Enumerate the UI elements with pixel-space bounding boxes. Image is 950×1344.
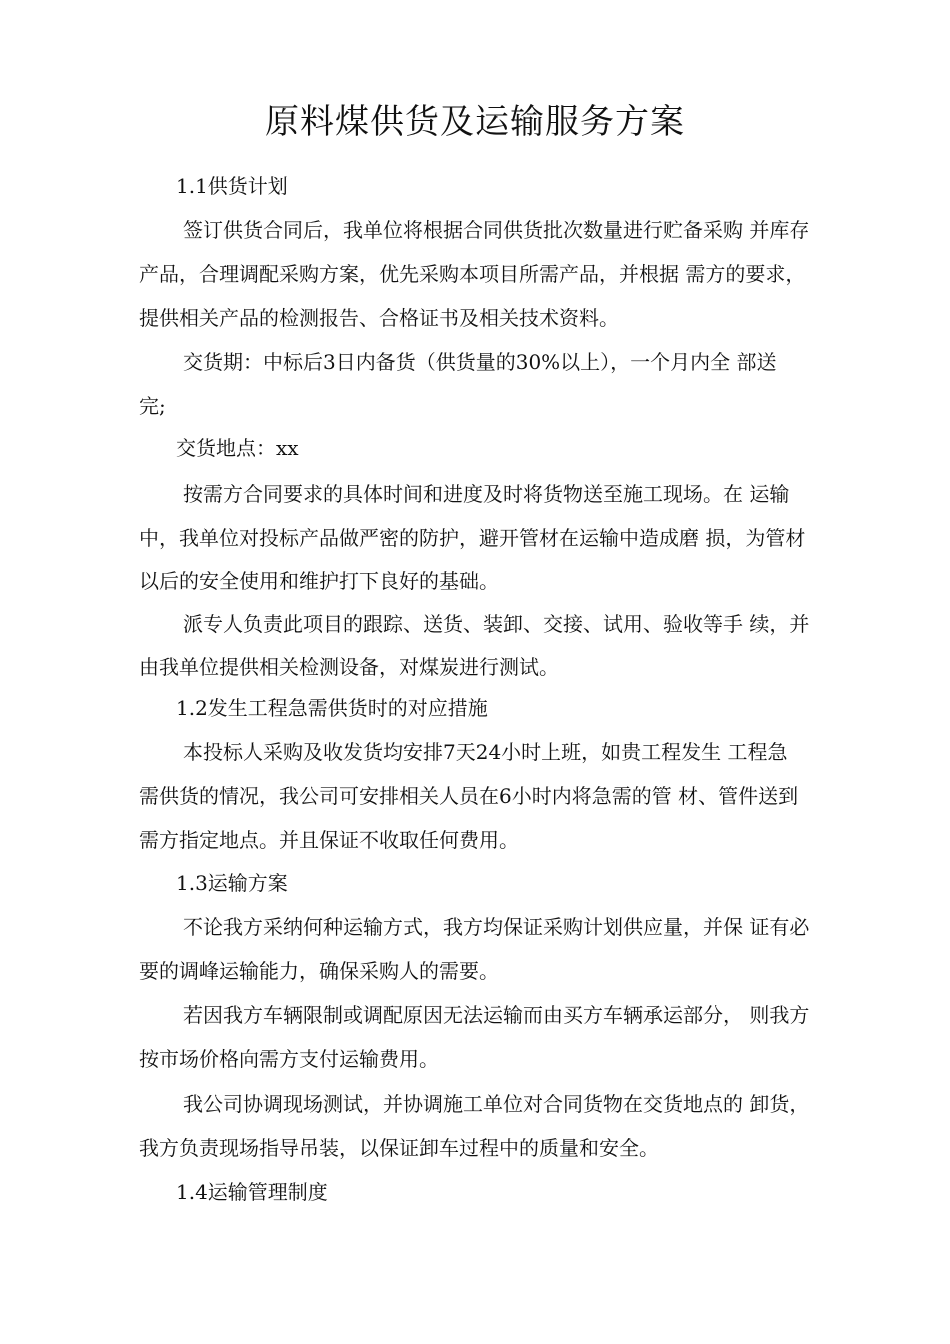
paragraph-line: 派专人负责此项目的跟踪、送货、装卸、交接、试用、验收等手 续，并 — [183, 612, 810, 636]
section-heading-1-4: 1.4运输管理制度 — [176, 1180, 328, 1204]
paragraph-line: 要的调峰运输能力，确保采购人的需要。 — [139, 959, 499, 983]
paragraph-line: 签订供货合同后，我单位将根据合同供货批次数量进行贮备采购 并库存 — [183, 218, 810, 242]
paragraph-line: 按需方合同要求的具体时间和进度及时将货物送至施工现场。在 运输 — [183, 482, 790, 506]
paragraph-line: 以后的安全使用和维护打下良好的基础。 — [139, 569, 499, 593]
section-heading-1-1: 1.1供货计划 — [176, 174, 288, 198]
paragraph-line: 按市场价格向需方支付运输费用。 — [139, 1047, 439, 1071]
paragraph-line: 若因我方车辆限制或调配原因无法运输而由买方车辆承运部分， 则我方 — [183, 1003, 810, 1027]
paragraph-line: 不论我方采纳何种运输方式，我方均保证采购计划供应量，并保 证有必 — [183, 915, 810, 939]
document-title: 原料煤供货及运输服务方案 — [265, 102, 685, 142]
paragraph-line: 需方指定地点。并且保证不收取任何费用。 — [139, 828, 519, 852]
paragraph-line: 本投标人采购及收发货均安排7天24小时上班，如贵工程发生 工程急 — [183, 740, 788, 764]
paragraph-line: 我方负责现场指导吊装，以保证卸车过程中的质量和安全。 — [139, 1136, 659, 1160]
paragraph-line: 提供相关产品的检测报告、合格证书及相关技术资料。 — [139, 306, 619, 330]
section-heading-1-3: 1.3运输方案 — [176, 871, 288, 895]
paragraph-line: 产品，合理调配采购方案，优先采购本项目所需产品，并根据 需方的要求， — [139, 262, 806, 286]
paragraph-line: 交货地点：xx — [176, 436, 299, 460]
paragraph-line: 我公司协调现场测试，并协调施工单位对合同货物在交货地点的 卸货， — [183, 1092, 810, 1116]
paragraph-line: 由我单位提供相关检测设备，对煤炭进行测试。 — [139, 655, 559, 679]
paragraph-line: 完; — [139, 394, 166, 418]
paragraph-line: 交货期：中标后3日内备货（供货量的30%以上），一个月内全 部送 — [183, 350, 777, 374]
paragraph-line: 需供货的情况，我公司可安排相关人员在6小时内将急需的管 材、管件送到 — [139, 784, 799, 808]
paragraph-line: 中，我单位对投标产品做严密的防护，避开管材在运输中造成磨 损，为管材 — [139, 526, 806, 550]
section-heading-1-2: 1.2发生工程急需供货时的对应措施 — [176, 696, 488, 720]
